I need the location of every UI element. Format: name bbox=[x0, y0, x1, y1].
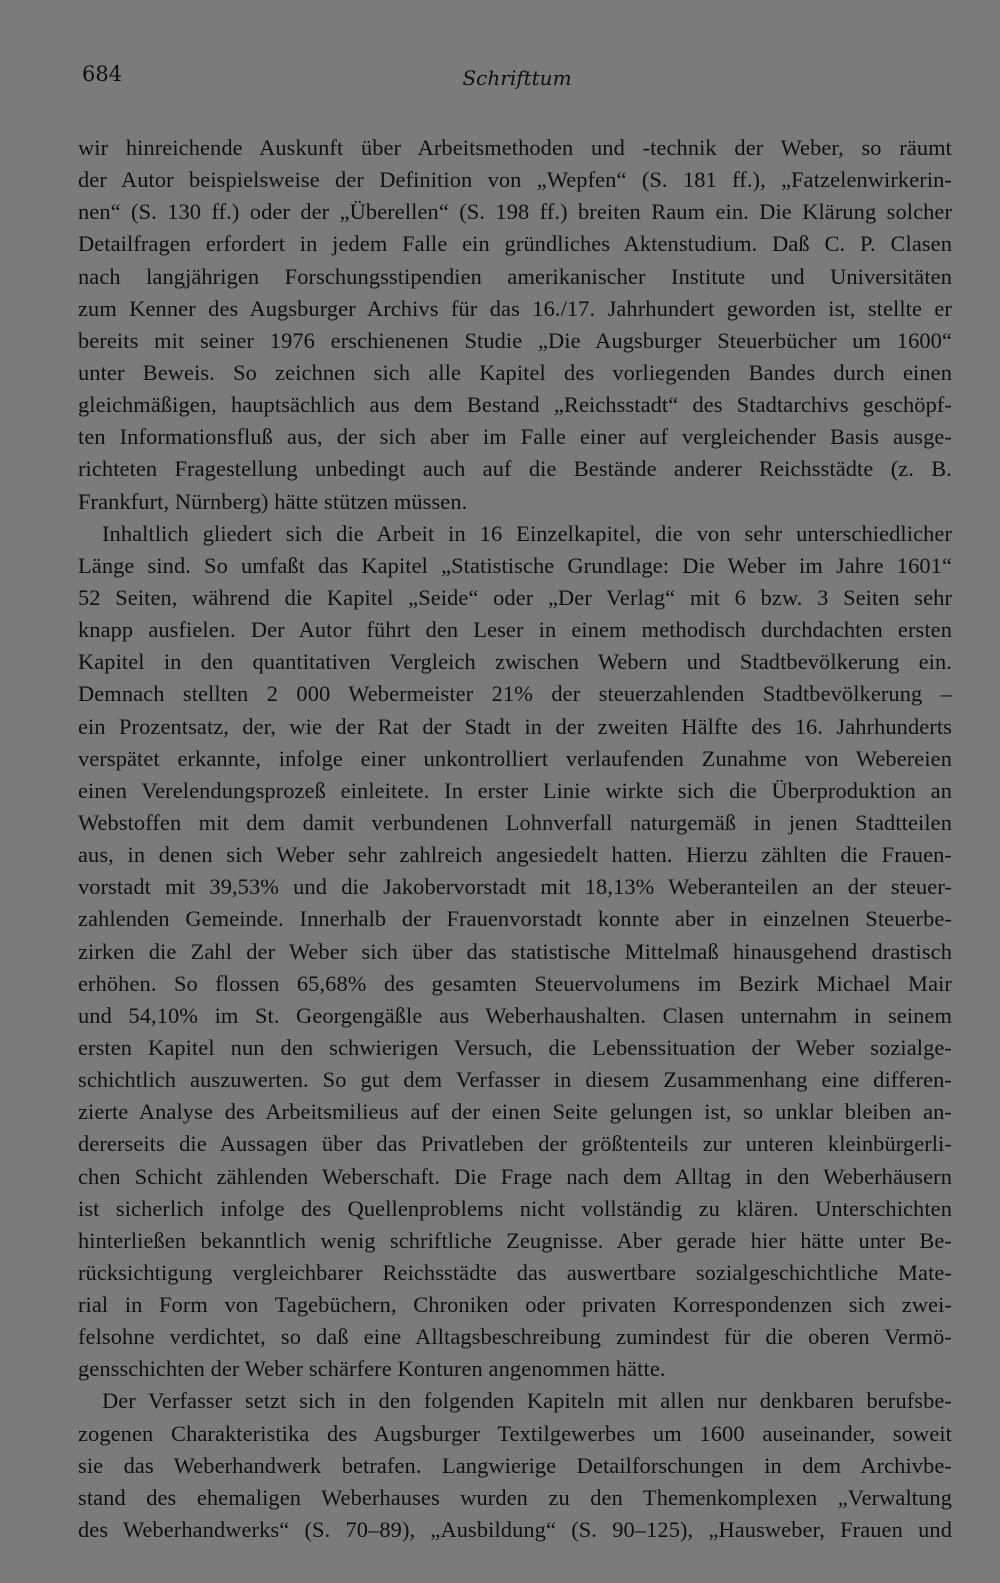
text-line: rücksichtigung vergleichbarer Reichsstädte das auswertbare sozialgeschichtliche Mate- bbox=[78, 1259, 952, 1285]
text-line: erhöhen. So flossen 65,68% des gesamten Steuervolumens im Bezirk Michael Mair bbox=[78, 970, 952, 996]
text-line: nach langjährigen Forschungsstipendien amerikanischer Institute und Universitäten bbox=[78, 263, 952, 289]
text-line: gensschichten der Weber schärfere Konturen angenommen hätte. bbox=[78, 1356, 666, 1382]
text-line: verspätet erkannte, infolge einer unkontrolliert verlaufenden Zunahme von Webereien bbox=[78, 745, 952, 771]
text-line: zogenen Charakteristika des Augsburger Textilgewerbes um 1600 auseinander, soweit bbox=[78, 1420, 952, 1446]
text-line: zirken die Zahl der Weber sich über das statistische Mittelmaß hinausgehend drastisch bbox=[78, 938, 952, 964]
text-line: gleichmäßigen, hauptsächlich aus dem Bestand „Reichsstadt“ des Stadtarchivs geschöpf- bbox=[78, 392, 952, 418]
page-header bbox=[82, 62, 952, 96]
text-line: nen“ (S. 130 ff.) oder der „Überellen“ (S. 198 ff.) breiten Raum ein. Die Klärung solcher bbox=[78, 199, 952, 225]
text-line: chen Schicht zählenden Weberschaft. Die Frage nach dem Alltag in den Weberhäusern bbox=[78, 1163, 952, 1189]
text-line: Webstoffen mit dem damit verbundenen Lohnverfall naturgemäß in jenen Stadtteilen bbox=[78, 809, 952, 835]
text-line: hinterließen bekanntlich wenig schriftliche Zeugnisse. Aber gerade hier hätte unter Be- bbox=[78, 1227, 952, 1253]
text-line: Frankfurt, Nürnberg) hätte stützen müssen. bbox=[78, 488, 468, 514]
text-line: Demnach stellten 2 000 Webermeister 21% der steuerzahlenden Stadtbevölkerung – bbox=[78, 681, 952, 707]
text-line: vorstadt mit 39,53% und die Jakobervorstadt mit 18,13% Weberanteilen an der steuer- bbox=[78, 874, 952, 900]
text-line: ein Prozentsatz, der, wie der Rat der Stadt in der zweiten Hälfte des 16. Jahrhunderts bbox=[78, 713, 952, 739]
text-line: Kapitel in den quantitativen Vergleich zwischen Webern und Stadtbevölkerung ein. bbox=[78, 649, 952, 675]
text-line: Der Verfasser setzt sich in den folgenden Kapiteln mit allen nur denkbaren berufsbe- bbox=[102, 1388, 952, 1414]
text-line: bereits mit seiner 1976 erschienenen Studie „Die Augsburger Steuerbücher um 1600“ bbox=[78, 327, 952, 353]
text-line: richteten Fragestellung unbedingt auch auf die Bestände anderer Reichsstädte (z. B. bbox=[78, 456, 952, 482]
text-line: 52 Seiten, während die Kapitel „Seide“ oder „Der Verlag“ mit 6 bzw. 3 Seiten sehr bbox=[78, 584, 952, 610]
text-line: zahlenden Gemeinde. Innerhalb der Frauenvorstadt konnte aber in einzelnen Steuerbe- bbox=[78, 906, 952, 932]
running-head: Schrifttum bbox=[462, 66, 572, 90]
text-line: dererseits die Aussagen über das Privatleben der größtenteils zur unteren kleinbürgerli- bbox=[78, 1131, 952, 1157]
text-line: und 54,10% im St. Georgengäßle aus Weberhaushalten. Clasen unternahm in seinem bbox=[78, 1002, 952, 1028]
text-line: unter Beweis. So zeichnen sich alle Kapitel des vorliegenden Bandes durch einen bbox=[78, 359, 952, 385]
text-line: rial in Form von Tagebüchern, Chroniken oder privaten Korrespondenzen sich zwei- bbox=[78, 1292, 952, 1318]
body-text bbox=[78, 132, 952, 1546]
text-line: sie das Weberhandwerk betrafen. Langwierige Detailforschungen in dem Archivbe- bbox=[78, 1452, 952, 1478]
text-line: zierte Analyse des Arbeitsmilieus auf der einen Seite gelungen ist, so unklar bleiben an- bbox=[78, 1099, 952, 1125]
text-line: felsohne verdichtet, so daß eine Alltagsbeschreibung zumindest für die oberen Vermö- bbox=[78, 1324, 952, 1350]
text-line: Länge sind. So umfaßt das Kapitel „Statistische Grundlage: Die Weber im Jahre 1601“ bbox=[78, 552, 952, 578]
text-line: stand des ehemaligen Weberhauses wurden zu den Themenkomplexen „Verwaltung bbox=[78, 1484, 952, 1510]
text-line: ten Informationsfluß aus, der sich aber im Falle einer auf vergleichender Basis ausge- bbox=[78, 424, 952, 450]
text-line: wir hinreichende Auskunft über Arbeitsmethoden und -technik der Weber, so räumt bbox=[78, 135, 952, 160]
text-line: des Weberhandwerks“ (S. 70–89), „Ausbildung“ (S. 90–125), „Hausweber, Frauen und bbox=[78, 1517, 952, 1543]
text-line: Inhaltlich gliedert sich die Arbeit in 16 Einzelkapitel, die von sehr unterschiedlicher bbox=[102, 520, 952, 546]
text-line: der Autor beispielsweise der Definition von „Wepfen“ (S. 181 ff.), „Fatzelenwirkerin- bbox=[78, 167, 952, 193]
text-line: Detailfragen erfordert in jedem Falle ein gründliches Aktenstudium. Daß C. P. Clasen bbox=[78, 231, 952, 257]
text-line: ersten Kapitel nun den schwierigen Versuch, die Lebenssituation der Weber sozialge- bbox=[78, 1034, 952, 1060]
page-number: 684 bbox=[82, 62, 123, 86]
text-line: ist sicherlich infolge des Quellenproblems nicht vollständig zu klären. Unterschichten bbox=[78, 1195, 952, 1221]
text-line: schichtlich auszuwerten. So gut dem Verfasser in diesem Zusammenhang eine differen- bbox=[78, 1067, 952, 1093]
text-line: einen Verelendungsprozeß einleitete. In erster Linie wirkte sich die Überproduktion an bbox=[78, 777, 952, 803]
text-line: aus, in denen sich Weber sehr zahlreich angesiedelt hatten. Hierzu zählten die Frauen- bbox=[78, 842, 952, 868]
text-line: knapp ausfielen. Der Autor führt den Leser in einem methodisch durchdachten ersten bbox=[78, 617, 952, 643]
text-line: zum Kenner des Augsburger Archivs für das 16./17. Jahrhundert geworden ist, stellte er bbox=[78, 295, 952, 321]
